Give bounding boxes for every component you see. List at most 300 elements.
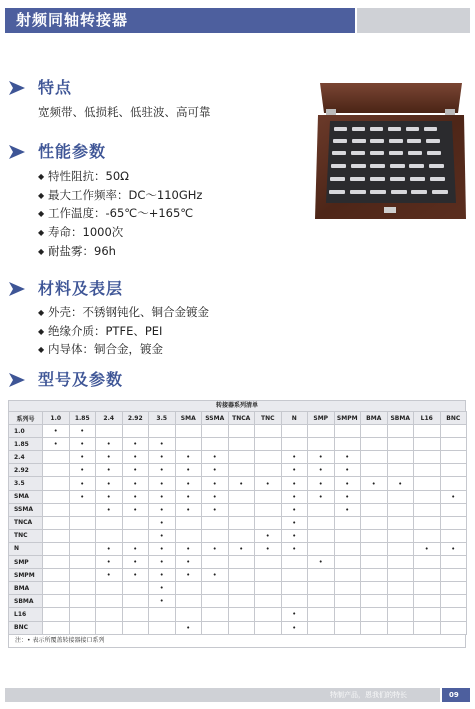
table-cell bbox=[308, 542, 335, 555]
table-cell: • bbox=[281, 477, 308, 490]
list-item bbox=[38, 303, 209, 322]
table-cell bbox=[122, 516, 149, 529]
table-cell bbox=[308, 425, 335, 438]
table-cell bbox=[334, 621, 361, 634]
table-cell bbox=[202, 438, 229, 451]
table-cell: • bbox=[96, 569, 123, 582]
table-cell bbox=[361, 425, 388, 438]
table-cell bbox=[361, 451, 388, 464]
table-cell bbox=[255, 425, 282, 438]
table-column-header: SMPM bbox=[334, 412, 361, 425]
table-cell: • bbox=[149, 503, 176, 516]
bullet-diamond-icon: ◆ bbox=[38, 326, 45, 336]
table-cell: • bbox=[69, 451, 96, 464]
table-cell bbox=[96, 582, 123, 595]
chevron-arrow-icon bbox=[8, 372, 26, 388]
table-cell bbox=[414, 438, 441, 451]
table-cell bbox=[202, 556, 229, 569]
table-cell: • bbox=[149, 556, 176, 569]
table-row bbox=[9, 451, 467, 464]
table-cell bbox=[255, 503, 282, 516]
table-cell: • bbox=[308, 490, 335, 503]
bullet-diamond-icon: ◆ bbox=[38, 209, 45, 219]
bullet-diamond-icon: ◆ bbox=[38, 172, 45, 181]
table-cell bbox=[69, 503, 96, 516]
table-cell bbox=[69, 608, 96, 621]
table-cell bbox=[414, 621, 441, 634]
section-title-features: 特点 bbox=[38, 78, 73, 97]
table-row bbox=[9, 556, 467, 569]
table-cell bbox=[334, 556, 361, 569]
table-row-header: SSMA bbox=[9, 503, 43, 516]
table-cell bbox=[228, 556, 255, 569]
table-cell bbox=[440, 503, 467, 516]
table-row bbox=[9, 621, 467, 634]
table-cell bbox=[255, 556, 282, 569]
table-cell bbox=[414, 595, 441, 608]
table-cell bbox=[440, 451, 467, 464]
table-cell bbox=[334, 595, 361, 608]
table-row-header: BMA bbox=[9, 582, 43, 595]
list-item bbox=[38, 322, 209, 341]
performance-list bbox=[38, 167, 202, 260]
table-cell: • bbox=[308, 477, 335, 490]
table-row bbox=[9, 477, 467, 490]
table-column-header: 1.0 bbox=[43, 412, 70, 425]
table-cell bbox=[334, 516, 361, 529]
table-cell: • bbox=[255, 477, 282, 490]
table-row bbox=[9, 425, 467, 438]
table-cell bbox=[43, 503, 70, 516]
table-cell bbox=[122, 608, 149, 621]
table-row-header: SMPM bbox=[9, 569, 43, 582]
table-cell: • bbox=[175, 542, 202, 555]
table-cell bbox=[175, 516, 202, 529]
adapter-series-table bbox=[8, 400, 466, 648]
table-row-header: 2.92 bbox=[9, 464, 43, 477]
table-row-header: 1.0 bbox=[9, 425, 43, 438]
table-cell bbox=[414, 556, 441, 569]
table-cell bbox=[387, 503, 414, 516]
table-cell bbox=[334, 529, 361, 542]
table-cell: • bbox=[149, 595, 176, 608]
table-cell bbox=[308, 503, 335, 516]
table-cell bbox=[387, 556, 414, 569]
table-cell: • bbox=[149, 490, 176, 503]
table-cell bbox=[387, 569, 414, 582]
table-column-header: 2.92 bbox=[122, 412, 149, 425]
table-column-header: SBMA bbox=[387, 412, 414, 425]
table-cell bbox=[202, 582, 229, 595]
table-cell bbox=[361, 503, 388, 516]
table-cell bbox=[96, 621, 123, 634]
table-cell bbox=[255, 464, 282, 477]
table-cell: • bbox=[414, 542, 441, 555]
table-row-header: TNCA bbox=[9, 516, 43, 529]
table-cell bbox=[202, 595, 229, 608]
table-cell bbox=[175, 438, 202, 451]
table-cell: • bbox=[96, 438, 123, 451]
chevron-arrow-icon bbox=[8, 281, 26, 297]
table-cell bbox=[440, 425, 467, 438]
table-cell bbox=[69, 595, 96, 608]
table-column-header: 3.5 bbox=[149, 412, 176, 425]
table-cell: • bbox=[308, 451, 335, 464]
table-column-header: 1.85 bbox=[69, 412, 96, 425]
chevron-arrow-icon bbox=[8, 80, 26, 96]
table-cell bbox=[281, 582, 308, 595]
table-row bbox=[9, 608, 467, 621]
table-cell bbox=[69, 516, 96, 529]
table-column-header: L16 bbox=[414, 412, 441, 425]
table-cell: • bbox=[334, 477, 361, 490]
table-cell: • bbox=[122, 503, 149, 516]
table-cell bbox=[228, 516, 255, 529]
table-cell bbox=[43, 464, 70, 477]
table-row-header: 3.5 bbox=[9, 477, 43, 490]
list-item-text: 绝缘介质：PTFE、PEI bbox=[48, 323, 163, 338]
table-column-header: SMA bbox=[175, 412, 202, 425]
table-cell: • bbox=[149, 529, 176, 542]
table-cell bbox=[43, 582, 70, 595]
table-cell bbox=[69, 529, 96, 542]
table-cell: • bbox=[440, 490, 467, 503]
table-cell bbox=[255, 451, 282, 464]
table-cell bbox=[281, 556, 308, 569]
table-cell bbox=[361, 464, 388, 477]
table-cell bbox=[361, 438, 388, 451]
table-cell bbox=[387, 425, 414, 438]
table-cell bbox=[361, 595, 388, 608]
table-cell bbox=[387, 621, 414, 634]
table-cell bbox=[149, 621, 176, 634]
table-cell bbox=[96, 595, 123, 608]
table-cell bbox=[43, 451, 70, 464]
table-cell bbox=[255, 569, 282, 582]
table-cell: • bbox=[361, 477, 388, 490]
table-cell bbox=[43, 477, 70, 490]
table-cell bbox=[361, 621, 388, 634]
table-cell bbox=[202, 516, 229, 529]
table-cell: • bbox=[175, 477, 202, 490]
table-cell bbox=[361, 569, 388, 582]
table-cell: • bbox=[175, 490, 202, 503]
table-row-header: SBMA bbox=[9, 595, 43, 608]
table-cell bbox=[334, 608, 361, 621]
table-cell bbox=[175, 529, 202, 542]
table-cell: • bbox=[440, 542, 467, 555]
table-cell: • bbox=[281, 542, 308, 555]
table-cell: • bbox=[69, 464, 96, 477]
table-cell: • bbox=[96, 464, 123, 477]
table-row bbox=[9, 464, 467, 477]
table-cell bbox=[334, 438, 361, 451]
table-cell bbox=[228, 425, 255, 438]
footer-slogan: 特制产品，恩我们的特长 bbox=[330, 691, 407, 699]
table-cell bbox=[361, 529, 388, 542]
table-row-header: 1.85 bbox=[9, 438, 43, 451]
table-cell: • bbox=[281, 529, 308, 542]
list-item bbox=[38, 204, 202, 223]
table-cell: • bbox=[281, 516, 308, 529]
bullet-diamond-icon: ◆ bbox=[38, 345, 45, 355]
table-cell bbox=[281, 569, 308, 582]
table-column-header: TNCA bbox=[228, 412, 255, 425]
table-cell bbox=[69, 569, 96, 582]
table-column-header: BNC bbox=[440, 412, 467, 425]
table-cell bbox=[149, 425, 176, 438]
bullet-diamond-icon: ◆ bbox=[38, 190, 45, 200]
table-cell bbox=[281, 438, 308, 451]
table-caption: 转接器系列清单 bbox=[8, 400, 466, 411]
table-cell bbox=[334, 569, 361, 582]
table-cell bbox=[414, 464, 441, 477]
table-cell bbox=[361, 516, 388, 529]
table-cell bbox=[228, 464, 255, 477]
table-cell: • bbox=[122, 542, 149, 555]
table-column-header: BMA bbox=[361, 412, 388, 425]
table-cell bbox=[202, 608, 229, 621]
table-cell: • bbox=[281, 621, 308, 634]
table-cell bbox=[387, 438, 414, 451]
table-cell bbox=[308, 608, 335, 621]
table-cell bbox=[175, 582, 202, 595]
table-cell bbox=[228, 608, 255, 621]
table-row-header: 2.4 bbox=[9, 451, 43, 464]
list-item-text: 工作温度：-65℃～+165℃ bbox=[48, 206, 194, 221]
table-cell bbox=[440, 556, 467, 569]
table-cell: • bbox=[202, 464, 229, 477]
table-cell bbox=[202, 529, 229, 542]
table-column-header: 2.4 bbox=[96, 412, 123, 425]
bullet-diamond-icon: ◆ bbox=[38, 228, 45, 238]
table-cell bbox=[96, 516, 123, 529]
table-cell: • bbox=[202, 503, 229, 516]
table-cell: • bbox=[96, 503, 123, 516]
table-cell: • bbox=[122, 569, 149, 582]
table-cell: • bbox=[175, 621, 202, 634]
table-row bbox=[9, 503, 467, 516]
table-cell bbox=[43, 621, 70, 634]
table-cell bbox=[387, 464, 414, 477]
table-cell: • bbox=[69, 490, 96, 503]
table-cell: • bbox=[255, 529, 282, 542]
list-item-text: 耐盐雾：96h bbox=[48, 243, 116, 258]
table-cell: • bbox=[43, 425, 70, 438]
table-cell: • bbox=[202, 542, 229, 555]
table-cell: • bbox=[334, 451, 361, 464]
table-cell: • bbox=[43, 438, 70, 451]
table-cell bbox=[122, 529, 149, 542]
table-cell bbox=[175, 608, 202, 621]
table-cell: • bbox=[149, 464, 176, 477]
table-cell: • bbox=[281, 451, 308, 464]
table-column-header: SMP bbox=[308, 412, 335, 425]
table-cell bbox=[387, 595, 414, 608]
table-row-header: BNC bbox=[9, 621, 43, 634]
table-row-header: L16 bbox=[9, 608, 43, 621]
table-cell: • bbox=[96, 490, 123, 503]
table-cell bbox=[308, 529, 335, 542]
table-cell bbox=[96, 425, 123, 438]
table-cell: • bbox=[202, 569, 229, 582]
table-cell bbox=[440, 516, 467, 529]
table-cell bbox=[387, 582, 414, 595]
table-cell bbox=[175, 595, 202, 608]
table-cell bbox=[308, 569, 335, 582]
bullet-diamond-icon: ◆ bbox=[38, 246, 45, 256]
table-row bbox=[9, 438, 467, 451]
table-cell: • bbox=[149, 582, 176, 595]
table-cell bbox=[387, 529, 414, 542]
table-cell: • bbox=[149, 516, 176, 529]
table-cell bbox=[361, 556, 388, 569]
list-item bbox=[38, 242, 202, 261]
table-cell: • bbox=[175, 556, 202, 569]
table-cell bbox=[440, 595, 467, 608]
table-cell bbox=[334, 425, 361, 438]
table-cell: • bbox=[334, 503, 361, 516]
table-cell bbox=[334, 582, 361, 595]
table-cell bbox=[414, 451, 441, 464]
chevron-arrow-icon bbox=[8, 144, 26, 160]
table-cell bbox=[228, 529, 255, 542]
table-cell bbox=[308, 438, 335, 451]
table-cell bbox=[361, 490, 388, 503]
table-row-header: TNC bbox=[9, 529, 43, 542]
table-cell bbox=[122, 595, 149, 608]
table-cell bbox=[175, 425, 202, 438]
table-cell bbox=[69, 556, 96, 569]
table-cell bbox=[43, 542, 70, 555]
table-cell bbox=[202, 621, 229, 634]
table-cell bbox=[414, 490, 441, 503]
table-cell: • bbox=[175, 464, 202, 477]
list-item bbox=[38, 167, 202, 186]
table-cell: • bbox=[308, 556, 335, 569]
section-title-materials: 材料及表层 bbox=[38, 279, 124, 298]
table-cell bbox=[255, 595, 282, 608]
table-cell: • bbox=[122, 438, 149, 451]
table-cell bbox=[255, 490, 282, 503]
table-row bbox=[9, 569, 467, 582]
list-item-text: 最大工作频率：DC～110GHz bbox=[48, 187, 203, 202]
table-cell: • bbox=[255, 542, 282, 555]
connector-box-photo bbox=[312, 79, 469, 225]
table-cell bbox=[387, 451, 414, 464]
table-cell bbox=[361, 542, 388, 555]
table-cell bbox=[255, 582, 282, 595]
table-cell bbox=[334, 542, 361, 555]
table-cell bbox=[440, 464, 467, 477]
table-row bbox=[9, 595, 467, 608]
table-cell bbox=[43, 595, 70, 608]
table-cell: • bbox=[122, 464, 149, 477]
table-cell bbox=[228, 595, 255, 608]
list-item bbox=[38, 340, 209, 359]
table-cell: • bbox=[149, 438, 176, 451]
features-text: 宽频带、低损耗、低驻波、高可靠 bbox=[38, 105, 211, 119]
list-item bbox=[38, 223, 202, 242]
table-cell bbox=[43, 490, 70, 503]
table-cell bbox=[308, 582, 335, 595]
table-cell bbox=[96, 529, 123, 542]
table-cell: • bbox=[149, 569, 176, 582]
table-cell bbox=[43, 556, 70, 569]
table-row bbox=[9, 516, 467, 529]
table-cell: • bbox=[175, 503, 202, 516]
table-cell bbox=[43, 529, 70, 542]
table-cell bbox=[414, 425, 441, 438]
section-title-models: 型号及参数 bbox=[38, 370, 124, 389]
table-row bbox=[9, 582, 467, 595]
table-cell: • bbox=[175, 569, 202, 582]
table-corner-header: 系列号 bbox=[9, 412, 43, 425]
table-cell: • bbox=[387, 477, 414, 490]
list-item-text: 外壳：不锈钢钝化、铜合金镀金 bbox=[48, 305, 209, 319]
table-cell bbox=[440, 438, 467, 451]
table-cell: • bbox=[69, 438, 96, 451]
table-cell: • bbox=[96, 556, 123, 569]
table-cell bbox=[281, 425, 308, 438]
table-cell bbox=[69, 542, 96, 555]
table-cell: • bbox=[281, 503, 308, 516]
list-item-text: 特性阻抗：50Ω bbox=[48, 169, 129, 183]
table-cell: • bbox=[96, 451, 123, 464]
table-header-row bbox=[9, 412, 467, 425]
table-cell: • bbox=[96, 542, 123, 555]
table-cell bbox=[69, 621, 96, 634]
table-cell bbox=[414, 569, 441, 582]
table-cell bbox=[43, 608, 70, 621]
table-cell bbox=[43, 569, 70, 582]
table-row bbox=[9, 529, 467, 542]
table-cell: • bbox=[69, 477, 96, 490]
table-cell: • bbox=[175, 451, 202, 464]
table-cell bbox=[149, 608, 176, 621]
page-title: 射频同轴转接器 bbox=[16, 11, 129, 29]
table-cell bbox=[414, 503, 441, 516]
table-cell bbox=[414, 477, 441, 490]
table-cell bbox=[281, 595, 308, 608]
table-cell bbox=[440, 608, 467, 621]
table-cell bbox=[308, 595, 335, 608]
table-cell bbox=[122, 582, 149, 595]
table-cell bbox=[414, 516, 441, 529]
table-cell bbox=[361, 608, 388, 621]
bullet-diamond-icon: ◆ bbox=[38, 308, 45, 317]
table-cell: • bbox=[96, 477, 123, 490]
table-cell bbox=[308, 621, 335, 634]
table-cell bbox=[228, 569, 255, 582]
table-cell bbox=[43, 516, 70, 529]
table-cell: • bbox=[202, 451, 229, 464]
list-item-text: 内导体：铜合金，镀金 bbox=[48, 342, 163, 357]
table-cell bbox=[387, 490, 414, 503]
table-cell bbox=[308, 516, 335, 529]
table-cell bbox=[387, 608, 414, 621]
table-cell bbox=[228, 451, 255, 464]
table-cell: • bbox=[122, 556, 149, 569]
table-cell bbox=[414, 608, 441, 621]
table-cell bbox=[414, 529, 441, 542]
table-cell bbox=[440, 529, 467, 542]
table-row-header: SMA bbox=[9, 490, 43, 503]
table-cell: • bbox=[334, 464, 361, 477]
table-column-header: N bbox=[281, 412, 308, 425]
table-cell: • bbox=[122, 451, 149, 464]
table-cell: • bbox=[281, 490, 308, 503]
